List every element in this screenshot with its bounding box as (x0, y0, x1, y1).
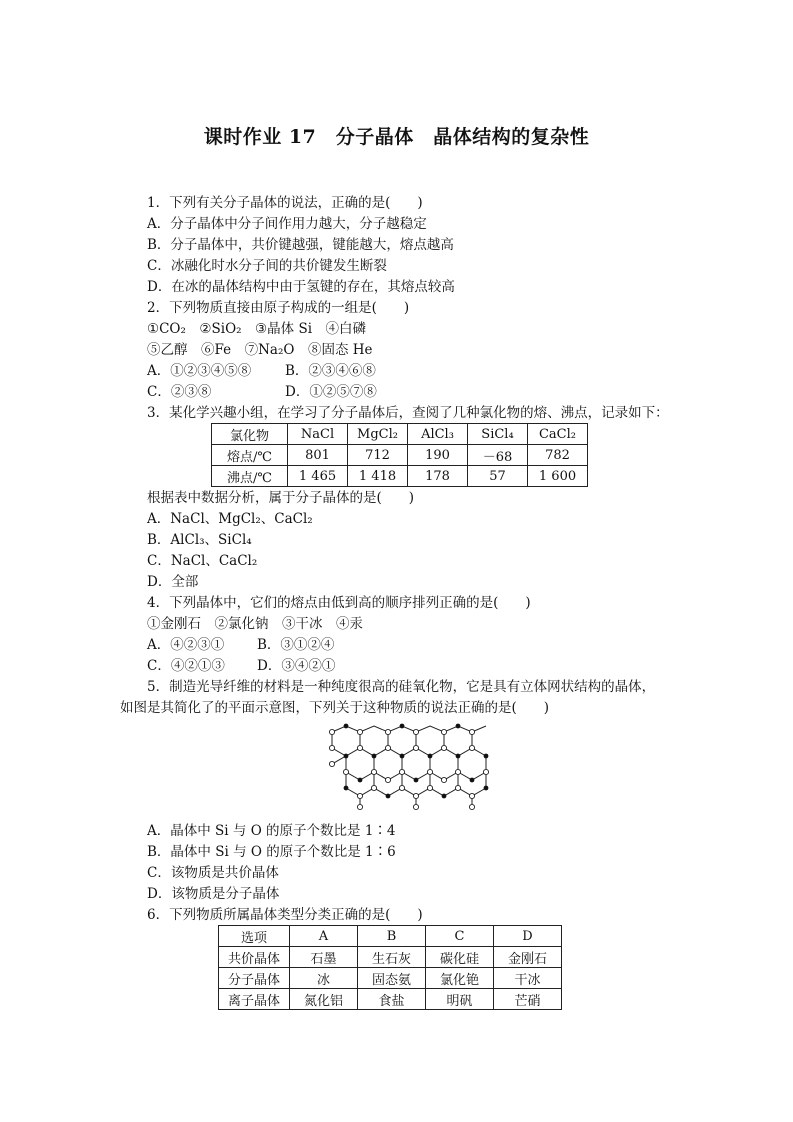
q1-stem: 1．下列有关分子晶体的说法，正确的是( ) (147, 195, 423, 211)
q5-stem-line1: 5．制造光导纤维的材料是一种纯度很高的硅氧化物，它是具有立体网状结构的晶体， (147, 679, 656, 695)
q3-option-a: A．NaCl、MgCl₂、CaCl₂ (147, 511, 313, 527)
table-cell: 712 (348, 445, 408, 466)
table-row (212, 424, 588, 445)
table-cell: 干冰 (494, 968, 562, 989)
table-row (219, 926, 562, 947)
q5-option-c: C．该物质是共价晶体 (147, 865, 279, 881)
page-title: 课时作业 17 分子晶体 晶体结构的复杂性 (203, 126, 590, 148)
table-cell: 石墨 (290, 947, 358, 968)
q1-option-b: B．分子晶体中，共价键越强，键能越大，熔点越高 (147, 237, 454, 253)
table-cell: 氯化铯 (426, 968, 494, 989)
table-cell: 芒硝 (494, 989, 562, 1010)
table-cell: 共价晶体 (219, 947, 290, 968)
table-cell: 190 (408, 445, 468, 466)
table-cell: A (290, 926, 358, 947)
table-cell: 氮化铝 (290, 989, 358, 1010)
table-cell: 选项 (219, 926, 290, 947)
q6-table (218, 925, 562, 1010)
table-cell: 食盐 (358, 989, 426, 1010)
table-cell: 沸点/℃ (212, 466, 288, 487)
q2-option-c: C．②③⑧ (147, 384, 212, 400)
q2-option-a: A．①②③④⑤⑧ (147, 363, 252, 379)
table-cell: 离子晶体 (219, 989, 290, 1010)
table-cell: 1 418 (348, 466, 408, 487)
table-cell: 178 (408, 466, 468, 487)
table-cell: D (494, 926, 562, 947)
table-cell: 明矾 (426, 989, 494, 1010)
q2-stem: 2．下列物质直接由原子构成的一组是( ) (147, 300, 410, 316)
sio2-network-diagram (326, 722, 498, 812)
table-cell: 固态氨 (358, 968, 426, 989)
table-cell: NaCl (288, 424, 348, 445)
table-cell: SiCl₄ (468, 424, 528, 445)
table-cell: 782 (528, 445, 588, 466)
q5-stem-line2: 如图是其简化了的平面示意图，下列关于这种物质的说法正确的是( ) (120, 700, 550, 716)
table-row (219, 947, 562, 968)
table-cell: C (426, 926, 494, 947)
table-cell: 碳化硅 (426, 947, 494, 968)
q2-items-2: ⑤乙醇 ⑥Fe ⑦Na₂O ⑧固态 He (147, 342, 373, 358)
table-cell: 熔点/℃ (212, 445, 288, 466)
q1-option-a: A．分子晶体中分子间作用力越大，分子越稳定 (147, 216, 427, 232)
q4-option-a: A．④②③① (147, 637, 225, 653)
q3-option-b: B．AlCl₃、SiCl₄ (147, 532, 252, 548)
q5-option-a: A．晶体中 Si 与 O 的原子个数比是 1∶4 (147, 823, 396, 839)
table-cell: AlCl₃ (408, 424, 468, 445)
table-cell: 1 465 (288, 466, 348, 487)
table-row (212, 466, 588, 487)
table-row (212, 445, 588, 466)
table-cell: 801 (288, 445, 348, 466)
table-row (219, 968, 562, 989)
table-cell: 1 600 (528, 466, 588, 487)
q4-stem: 4．下列晶体中，它们的熔点由低到高的顺序排列正确的是( ) (147, 595, 531, 611)
q3-stem: 3．某化学兴趣小组，在学习了分子晶体后，查阅了几种氯化物的熔、沸点，记录如下： (147, 405, 669, 421)
q3-table (211, 423, 588, 487)
q2-option-b: B．②③④⑥⑧ (285, 363, 376, 379)
q3-option-d: D．全部 (147, 574, 199, 590)
table-cell: 冰 (290, 968, 358, 989)
q4-option-c: C．④②①③ (147, 658, 225, 674)
table-row (219, 989, 562, 1010)
q5-option-b: B．晶体中 Si 与 O 的原子个数比是 1∶6 (147, 844, 396, 860)
table-cell: 氯化物 (212, 424, 288, 445)
table-cell: －68 (468, 445, 528, 466)
q2-option-d: D．①②⑤⑦⑧ (285, 384, 377, 400)
table-cell: 生石灰 (358, 947, 426, 968)
q1-option-d: D．在冰的晶体结构中由于氢键的存在，其熔点较高 (147, 279, 455, 295)
q2-items-1: ①CO₂ ②SiO₂ ③晶体 Si ④白磷 (147, 321, 367, 337)
oxygen-atoms (329, 729, 488, 809)
q6-stem: 6．下列物质所属晶体类型分类正确的是( ) (147, 907, 423, 923)
table-cell: 分子晶体 (219, 968, 290, 989)
q4-items: ①金刚石 ②氯化钠 ③干冰 ④汞 (147, 616, 363, 632)
q3-question: 根据表中数据分析，属于分子晶体的是( ) (147, 490, 415, 506)
table-cell: MgCl₂ (348, 424, 408, 445)
table-cell: 57 (468, 466, 528, 487)
table-cell: CaCl₂ (528, 424, 588, 445)
q5-option-d: D．该物质是分子晶体 (147, 886, 280, 902)
q4-option-b: B．③①②④ (257, 637, 335, 653)
q1-option-c: C．冰融化时水分子间的共价键发生断裂 (147, 258, 387, 274)
table-cell: B (358, 926, 426, 947)
q4-option-d: D．③④②① (257, 658, 336, 674)
q3-option-c: C．NaCl、CaCl₂ (147, 553, 258, 569)
table-cell: 金刚石 (494, 947, 562, 968)
